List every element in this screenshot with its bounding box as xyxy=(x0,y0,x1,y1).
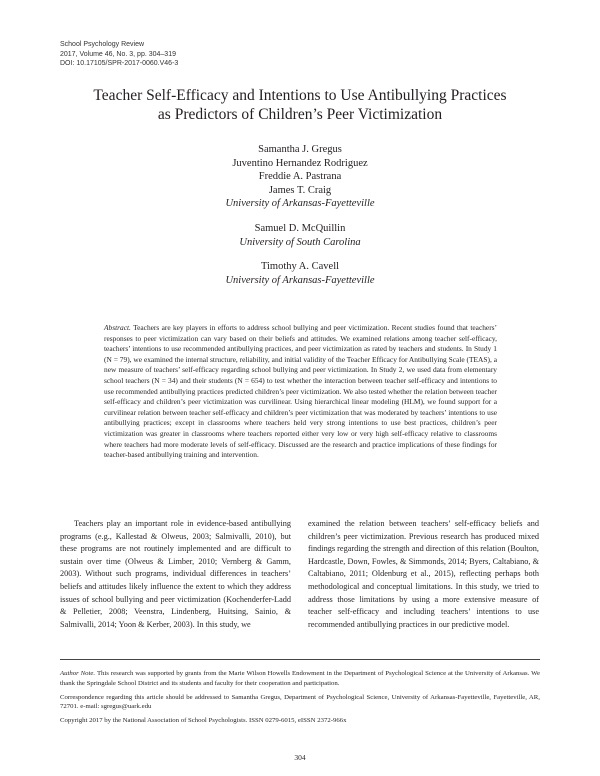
author-note-text: This research was supported by grants from the Marie Wilson Howells Endowment in the Department of Psychological Science at the University of Arkansas. We thank the Springdale School District and its students and faculty for their cooperation and participation. xyxy=(60,670,540,687)
article-title xyxy=(60,86,540,124)
author-note-label: Author Note. xyxy=(60,670,96,677)
journal-name: School Psychology Review xyxy=(60,41,145,48)
author-name: Freddie A. Pastrana xyxy=(258,171,342,183)
correspondence-note: Correspondence regarding this article should be addressed to Samantha Gregus, Department of Psychological Science, University of Arkansas-Fayetteville, Fayetteville, AR, 72701. e-mail: sgregus@uark.edu xyxy=(60,693,540,711)
body-column-left: Teachers play an important role in evidence-based antibullying programs (e.g., Kallestad & Olweus, 2003; Salmivalli, 2010), but these programs are not routinely implemented and are difficult to sustain over time (Olweus & Limber, 2010; Vernberg & Gamm, 2003). Without such programs, individual differences in teachers’ beliefs and attitudes likely influence the extent to which they address issues of school bullying and peer victimization (Kochenderfer-Ladd & Pelletier, 2008; Veenstra, Lindenberg, Huitsing, Sainio, & Salmivalli, 2014; Yoon & Kerber, 2003). In this study, we xyxy=(60,519,291,629)
abstract xyxy=(104,323,497,461)
author-name: Samuel D. McQuillin xyxy=(254,222,346,234)
footnote-divider xyxy=(60,659,540,660)
author-name: Samantha J. Gregus xyxy=(258,144,342,155)
footnotes xyxy=(60,669,540,730)
author-name: Juventino Hernandez Rodriguez xyxy=(232,157,368,169)
page-number: 304 xyxy=(294,753,306,762)
body-column-right: examined the relation between teachers’ self-efficacy beliefs and children’s peer victimization. Previous research has produced mixed findings regarding the strength and direction of this relation (Boulton, Hardcastle, Down, Fowles, & Simmonds, 2014; Byers, Caltabiano, & Caltabiano, 2011; Oldenburg et al., 2015), reflecting perhaps both methodological and conceptual limitations. In this study, we tried to address those limitations by using a more extensive measure of teacher self-efficacy and including teachers’ intentions to use recommended antibullying practices in our predictive model. xyxy=(308,519,539,629)
author-name: Timothy A. Cavell xyxy=(260,261,340,273)
author-note xyxy=(60,669,540,688)
author-block xyxy=(60,143,540,287)
abstract-label: Abstract. xyxy=(104,323,131,332)
journal-doi: DOI: 10.17105/SPR-2017-0060.V46-3 xyxy=(60,60,179,67)
author-affiliation: University of South Carolina xyxy=(239,236,361,248)
copyright-note: Copyright 2017 by the National Association of School Psychologists. ISSN 0279-6015, eISSN 2372-966x xyxy=(60,717,347,725)
journal-volume: 2017, Volume 46, No. 3, pp. 304–319 xyxy=(60,50,176,58)
journal-header xyxy=(60,40,178,69)
title-line-2: as Predictors of Children’s Peer Victimization xyxy=(157,106,443,123)
abstract-text: Teachers are key players in efforts to address school bullying and peer victimization. Recent studies found that teachers’ responses to peer victimization can vary based on their beliefs and attitudes. We examined relations among teacher self-efficacy, teachers’ intentions to use recommended antibullying practices, and peer victimization as rated by teachers and students. In Study 1 (N = 79), we examined the internal structure, reliability, and initial validity of the Teacher Efficacy for Antibullying Scale (TEAS), a new measure of teachers’ self-efficacy regarding school bullying and peer victimization. In Study 2, we used data from elementary school teachers (N = 34) and their students (N = 654) to test whether the interaction between teacher self-efficacy and intentions to use recommended antibullying practices predicted children’s peer victimization. We also tested whether the relation between teacher self-efficacy and children’s peer victimization was curvilinear. Using hierarchical linear modeling (HLM), we found support for a curvilinear relation between teacher self-efficacy and children’s peer victimization that was moderated by teachers’ intentions to use antibullying practices; except in classrooms where teachers held very strong intentions to use best practices, children’s peer victimization was greater in classrooms where teachers reported either very low or very high self-efficacy relative to classrooms where teachers had more moderate levels of self-efficacy. Discussed are the research and practice implications of these findings for teacher-based antibullying training and intervention. xyxy=(104,323,497,460)
author-affiliation: University of Arkansas-Fayetteville xyxy=(225,274,375,286)
author-name: James T. Craig xyxy=(268,184,332,196)
title-line-1: Teacher Self-Efficacy and Intentions to Use Antibullying Practices xyxy=(93,87,507,104)
author-affiliation: University of Arkansas-Fayetteville xyxy=(225,198,375,210)
